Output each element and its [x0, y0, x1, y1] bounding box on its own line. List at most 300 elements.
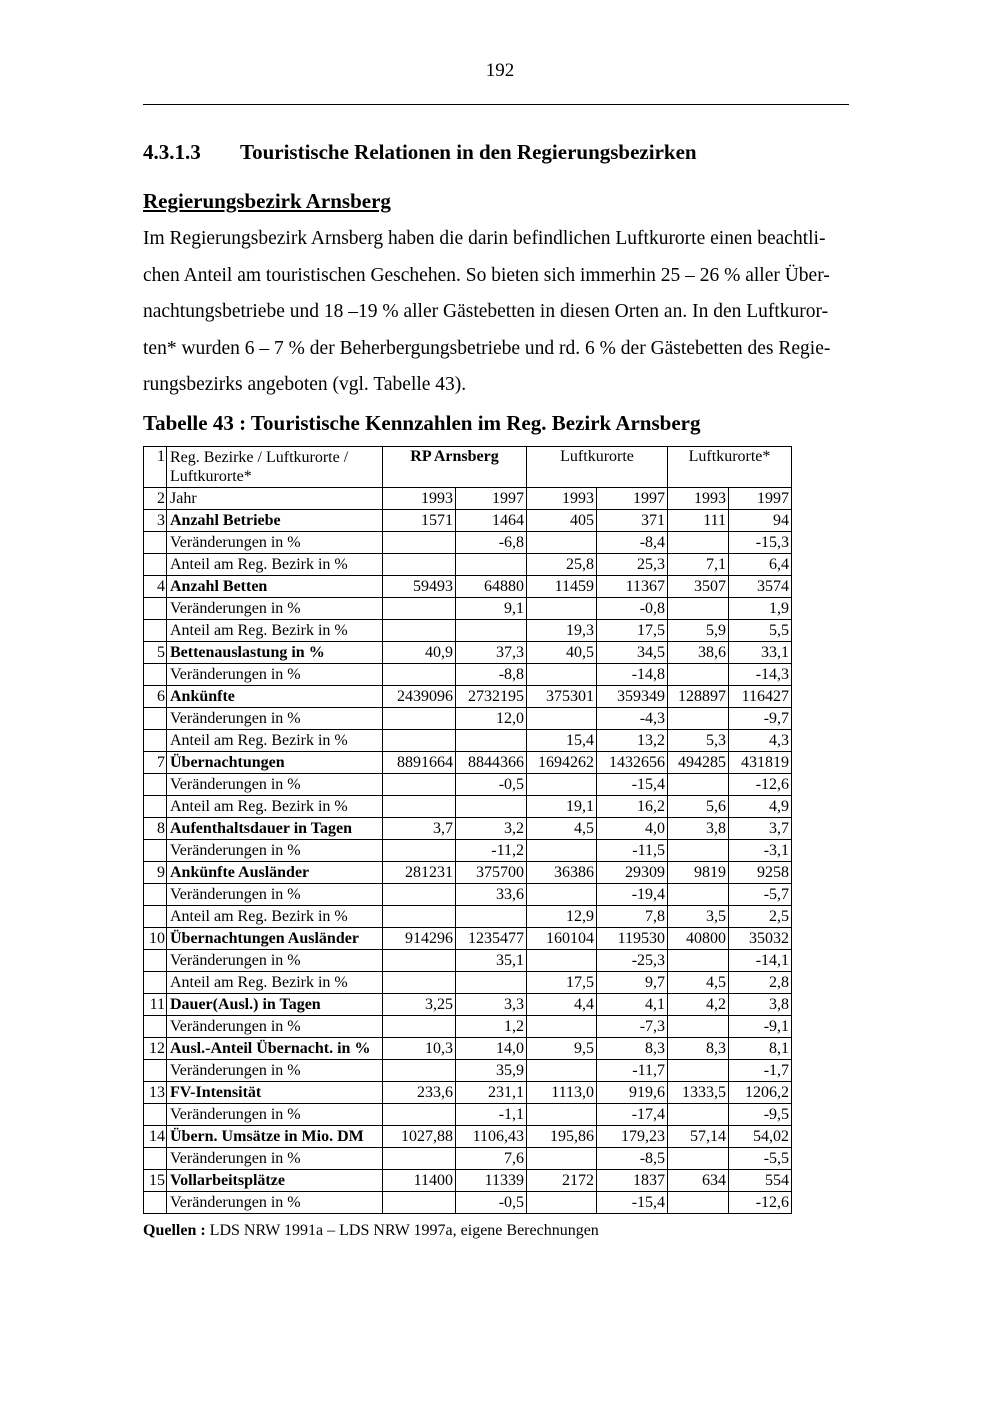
table-row: [144, 620, 792, 642]
row-label: Veränderungen in %: [167, 950, 383, 972]
body-paragraph: [143, 221, 853, 404]
table-cell: [383, 774, 456, 796]
table-cell: 40800: [668, 928, 729, 950]
table-cell: 375301: [527, 686, 597, 708]
row-number: 11: [144, 994, 167, 1016]
table-cell: 431819: [729, 752, 792, 774]
table-row: [144, 1060, 792, 1082]
table-cell: 3,2: [456, 818, 527, 840]
row-label: Anteil am Reg. Bezirk in %: [167, 554, 383, 576]
row-number: [144, 598, 167, 620]
table-cell: 94: [729, 510, 792, 532]
table-cell: 54,02: [729, 1126, 792, 1148]
table-cell: 1432656: [597, 752, 668, 774]
table-row: [144, 796, 792, 818]
table-cell: 8844366: [456, 752, 527, 774]
row-number: [144, 620, 167, 642]
table-cell: [527, 1104, 597, 1126]
table-cell: 29309: [597, 862, 668, 884]
table-cell: 11339: [456, 1170, 527, 1192]
table-cell: -5,7: [729, 884, 792, 906]
table-cell: [383, 1016, 456, 1038]
table-cell: [527, 708, 597, 730]
table-cell: 35,9: [456, 1060, 527, 1082]
table-cell: -11,5: [597, 840, 668, 862]
table-cell: [527, 774, 597, 796]
table-cell: 1997: [729, 488, 792, 510]
table-cell: 1027,88: [383, 1126, 456, 1148]
table-cell: 1235477: [456, 928, 527, 950]
row-number: 1: [144, 447, 167, 488]
table-cell: 9258: [729, 862, 792, 884]
table-cell: 1993: [383, 488, 456, 510]
paragraph-line: chen Anteil am touristischen Geschehen. So bieten sich immerhin 25 – 26 % aller Über-: [143, 264, 830, 286]
table-cell: -15,3: [729, 532, 792, 554]
table-cell: 4,4: [527, 994, 597, 1016]
table-cell: 36386: [527, 862, 597, 884]
table-cell: -15,4: [597, 774, 668, 796]
table-cell: [527, 1192, 597, 1214]
table-cell: 179,23: [597, 1126, 668, 1148]
row-label: Jahr: [167, 488, 383, 510]
table-row: [144, 642, 792, 664]
table-cell: 11400: [383, 1170, 456, 1192]
table-cell: 494285: [668, 752, 729, 774]
table-row: [144, 1016, 792, 1038]
table-row: [144, 1192, 792, 1214]
table-cell: 19,1: [527, 796, 597, 818]
table-cell: [383, 950, 456, 972]
row-label: Veränderungen in %: [167, 708, 383, 730]
table-cell: [383, 532, 456, 554]
table-cell: 2172: [527, 1170, 597, 1192]
table-cell: [383, 1148, 456, 1170]
row-number: [144, 884, 167, 906]
table-row: [144, 752, 792, 774]
table-cell: 16,2: [597, 796, 668, 818]
table-cell: 634: [668, 1170, 729, 1192]
row-label: Veränderungen in %: [167, 774, 383, 796]
row-number: [144, 730, 167, 752]
table-cell: 17,5: [527, 972, 597, 994]
table-cell: [383, 840, 456, 862]
table-cell: [668, 884, 729, 906]
row-number: [144, 532, 167, 554]
table-cell: [383, 884, 456, 906]
sources-note: [143, 1222, 599, 1240]
table-cell: 231,1: [456, 1082, 527, 1104]
table-row: [144, 488, 792, 510]
table-cell: [668, 598, 729, 620]
table-row: [144, 532, 792, 554]
table-cell: 375700: [456, 862, 527, 884]
table-cell: 128897: [668, 686, 729, 708]
table-cell: 2732195: [456, 686, 527, 708]
table-cell: 12,0: [456, 708, 527, 730]
table-cell: 195,86: [527, 1126, 597, 1148]
row-number: [144, 774, 167, 796]
table-cell: -0,5: [456, 1192, 527, 1214]
row-number: 14: [144, 1126, 167, 1148]
row-number: 12: [144, 1038, 167, 1060]
table-cell: 919,6: [597, 1082, 668, 1104]
row-number: 3: [144, 510, 167, 532]
row-number: [144, 906, 167, 928]
table-row: [144, 730, 792, 752]
table-cell: 9,7: [597, 972, 668, 994]
row-number: 2: [144, 488, 167, 510]
table-cell: [668, 1148, 729, 1170]
table-row: [144, 906, 792, 928]
table-row: [144, 1082, 792, 1104]
table-cell: 3,7: [729, 818, 792, 840]
table-cell: -19,4: [597, 884, 668, 906]
row-label: Bettenauslastung in %: [167, 642, 383, 664]
row-label: Übern. Umsätze in Mio. DM: [167, 1126, 383, 1148]
row-label: Aufenthaltsdauer in Tagen: [167, 818, 383, 840]
table-cell: 5,3: [668, 730, 729, 752]
table-cell: 59493: [383, 576, 456, 598]
row-label: Ankünfte: [167, 686, 383, 708]
table-cell: -9,5: [729, 1104, 792, 1126]
table-cell: [527, 664, 597, 686]
table-cell: 7,8: [597, 906, 668, 928]
table-cell: 40,9: [383, 642, 456, 664]
paragraph-line: rungsbezirks angeboten (vgl. Tabelle 43).: [143, 374, 467, 395]
row-label: Veränderungen in %: [167, 1104, 383, 1126]
table-cell: -11,7: [597, 1060, 668, 1082]
table-cell: -0,8: [597, 598, 668, 620]
table-cell: 914296: [383, 928, 456, 950]
row-label: Anteil am Reg. Bezirk in %: [167, 730, 383, 752]
table-cell: [668, 532, 729, 554]
row-label: Veränderungen in %: [167, 840, 383, 862]
table-cell: [668, 1016, 729, 1038]
paragraph-line: Im Regierungsbezirk Arnsberg haben die darin befindlichen Luftkurorte einen beachtli-: [143, 228, 826, 249]
table-cell: 6,4: [729, 554, 792, 576]
table-cell: -14,3: [729, 664, 792, 686]
table-cell: 4,9: [729, 796, 792, 818]
row-label: Veränderungen in %: [167, 1192, 383, 1214]
table-cell: [668, 774, 729, 796]
table-cell: -1,7: [729, 1060, 792, 1082]
row-label: Übernachtungen Ausländer: [167, 928, 383, 950]
table-cell: 3507: [668, 576, 729, 598]
table-cell: [668, 1104, 729, 1126]
row-label: Veränderungen in %: [167, 1016, 383, 1038]
table-cell: 64880: [456, 576, 527, 598]
table-cell: -8,8: [456, 664, 527, 686]
table-cell: 4,3: [729, 730, 792, 752]
table-cell: 4,0: [597, 818, 668, 840]
table-cell: [383, 664, 456, 686]
row-number: [144, 554, 167, 576]
table-cell: -5,5: [729, 1148, 792, 1170]
table-cell: -12,6: [729, 774, 792, 796]
table-cell: 3,8: [729, 994, 792, 1016]
table-cell: [383, 972, 456, 994]
section-heading: [143, 140, 697, 165]
table-cell: -17,4: [597, 1104, 668, 1126]
table-row: [144, 774, 792, 796]
table-cell: 1694262: [527, 752, 597, 774]
data-table: [143, 446, 792, 1214]
table-cell: 2439096: [383, 686, 456, 708]
table-row: [144, 1148, 792, 1170]
table-cell: 40,5: [527, 642, 597, 664]
table-cell: -11,2: [456, 840, 527, 862]
table-cell: [527, 950, 597, 972]
row-label: Anteil am Reg. Bezirk in %: [167, 972, 383, 994]
table-cell: [668, 840, 729, 862]
row-number: [144, 950, 167, 972]
row-number: [144, 1192, 167, 1214]
table-cell: 19,3: [527, 620, 597, 642]
table-cell: 3574: [729, 576, 792, 598]
paragraph-line: ten* wurden 6 – 7 % der Beherbergungsbetriebe und rd. 6 % der Gästebetten des Regie-: [143, 337, 831, 359]
row-label: Anzahl Betriebe: [167, 510, 383, 532]
table-cell: 9,5: [527, 1038, 597, 1060]
table-cell: 13,2: [597, 730, 668, 752]
table-cell: 371: [597, 510, 668, 532]
subheading: Regierungsbezirk Arnsberg: [143, 189, 391, 213]
table-cell: [383, 598, 456, 620]
table-cell: [527, 840, 597, 862]
table-cell: 554: [729, 1170, 792, 1192]
table-cell: [383, 708, 456, 730]
table-cell: [668, 664, 729, 686]
table-cell: 25,8: [527, 554, 597, 576]
table-cell: 1464: [456, 510, 527, 532]
table-cell: 405: [527, 510, 597, 532]
table-cell: [668, 950, 729, 972]
table-cell: 12,9: [527, 906, 597, 928]
table-cell: 11367: [597, 576, 668, 598]
sources-label: Quellen :: [143, 1222, 206, 1239]
table-cell: [456, 730, 527, 752]
row-number: 15: [144, 1170, 167, 1192]
row-label: Veränderungen in %: [167, 598, 383, 620]
table-cell: 1,2: [456, 1016, 527, 1038]
table-cell: 7,1: [668, 554, 729, 576]
table-row: [144, 1104, 792, 1126]
row-number: 4: [144, 576, 167, 598]
row-label: Anteil am Reg. Bezirk in %: [167, 620, 383, 642]
table-cell: 3,25: [383, 994, 456, 1016]
table-cell: 1993: [668, 488, 729, 510]
table-cell: -3,1: [729, 840, 792, 862]
table-cell: 17,5: [597, 620, 668, 642]
row-label: Anzahl Betten: [167, 576, 383, 598]
table-row: [144, 950, 792, 972]
table-cell: 25,3: [597, 554, 668, 576]
table-cell: 4,2: [668, 994, 729, 1016]
table-row: [144, 686, 792, 708]
row-number: 6: [144, 686, 167, 708]
table-cell: 35032: [729, 928, 792, 950]
table-cell: -15,4: [597, 1192, 668, 1214]
table-row: [144, 840, 792, 862]
table-cell: 1571: [383, 510, 456, 532]
table-cell: 1997: [597, 488, 668, 510]
table-cell: 14,0: [456, 1038, 527, 1060]
row-label: Anteil am Reg. Bezirk in %: [167, 906, 383, 928]
table-cell: 5,9: [668, 620, 729, 642]
table-cell: 57,14: [668, 1126, 729, 1148]
table-cell: 1206,2: [729, 1082, 792, 1104]
table-cell: 111: [668, 510, 729, 532]
table-cell: 3,3: [456, 994, 527, 1016]
table-row: [144, 884, 792, 906]
table-row: [144, 664, 792, 686]
table-cell: 1837: [597, 1170, 668, 1192]
column-group-luftkurorte-star: Luftkurorte*: [668, 447, 792, 488]
table-cell: [383, 1192, 456, 1214]
table-cell: 160104: [527, 928, 597, 950]
table-cell: 35,1: [456, 950, 527, 972]
table-cell: 4,5: [527, 818, 597, 840]
table-cell: -14,1: [729, 950, 792, 972]
table-cell: 33,6: [456, 884, 527, 906]
row-label: Anteil am Reg. Bezirk in %: [167, 796, 383, 818]
table-cell: [383, 620, 456, 642]
row-number: [144, 796, 167, 818]
paragraph-line: nachtungsbetriebe und 18 –19 % aller Gästebetten in diesen Orten an. In den Luftkuror-: [143, 301, 829, 322]
table-cell: 15,4: [527, 730, 597, 752]
table-row: [144, 818, 792, 840]
table-cell: [383, 1104, 456, 1126]
row-number: 7: [144, 752, 167, 774]
table-cell: 1333,5: [668, 1082, 729, 1104]
table-cell: 233,6: [383, 1082, 456, 1104]
table-cell: -4,3: [597, 708, 668, 730]
table-cell: 33,1: [729, 642, 792, 664]
section-title: Touristische Relationen in den Regierungsbezirken: [240, 140, 697, 164]
table-cell: -14,8: [597, 664, 668, 686]
table-cell: [456, 972, 527, 994]
table-cell: 38,6: [668, 642, 729, 664]
table-cell: 1997: [456, 488, 527, 510]
table-cell: 116427: [729, 686, 792, 708]
row-number: [144, 1016, 167, 1038]
section-number: 4.3.1.3: [143, 140, 201, 164]
row-number: [144, 1104, 167, 1126]
sources-text: LDS NRW 1991a – LDS NRW 1997a, eigene Berechnungen: [209, 1222, 599, 1239]
table-cell: [527, 1060, 597, 1082]
table-cell: 8,3: [597, 1038, 668, 1060]
table-row: [144, 510, 792, 532]
table-cell: -9,7: [729, 708, 792, 730]
table-cell: [456, 906, 527, 928]
table-cell: [527, 532, 597, 554]
row-label: Ankünfte Ausländer: [167, 862, 383, 884]
table-row: [144, 972, 792, 994]
table-cell: 9,1: [456, 598, 527, 620]
table-cell: 5,5: [729, 620, 792, 642]
table-cell: 2,5: [729, 906, 792, 928]
table-cell: 1113,0: [527, 1082, 597, 1104]
table-cell: 7,6: [456, 1148, 527, 1170]
row-number: [144, 1060, 167, 1082]
header-rule: [143, 104, 849, 105]
row-number: [144, 664, 167, 686]
table-row: [144, 708, 792, 730]
table-row: [144, 994, 792, 1016]
row-label: Veränderungen in %: [167, 884, 383, 906]
table-row: [144, 598, 792, 620]
table-cell: [383, 796, 456, 818]
row-label: Vollarbeitsplätze: [167, 1170, 383, 1192]
table-cell: 9819: [668, 862, 729, 884]
header-label: Reg. Bezirke / Luftkurorte / Luftkurorte*: [167, 447, 383, 488]
table-cell: -7,3: [597, 1016, 668, 1038]
table-cell: 3,5: [668, 906, 729, 928]
table-cell: [527, 1148, 597, 1170]
table-cell: 4,5: [668, 972, 729, 994]
row-label: Veränderungen in %: [167, 1148, 383, 1170]
table-row: [144, 1170, 792, 1192]
table-cell: [668, 1060, 729, 1082]
table-cell: [383, 1060, 456, 1082]
column-group-luftkurorte: Luftkurorte: [527, 447, 668, 488]
table-cell: 3,7: [383, 818, 456, 840]
row-label: Veränderungen in %: [167, 532, 383, 554]
row-label: Veränderungen in %: [167, 1060, 383, 1082]
table-cell: 119530: [597, 928, 668, 950]
table-cell: -0,5: [456, 774, 527, 796]
table-row: [144, 576, 792, 598]
table-cell: [456, 554, 527, 576]
table-row: [144, 1038, 792, 1060]
table-cell: [383, 906, 456, 928]
row-number: 5: [144, 642, 167, 664]
table-cell: 1106,43: [456, 1126, 527, 1148]
table-row: [144, 554, 792, 576]
row-number: 8: [144, 818, 167, 840]
table-cell: -25,3: [597, 950, 668, 972]
table-cell: -8,5: [597, 1148, 668, 1170]
table-cell: [668, 708, 729, 730]
table-cell: -9,1: [729, 1016, 792, 1038]
row-number: 10: [144, 928, 167, 950]
table-cell: 8891664: [383, 752, 456, 774]
table-cell: 1993: [527, 488, 597, 510]
table-cell: 2,8: [729, 972, 792, 994]
table-cell: 34,5: [597, 642, 668, 664]
table-cell: -12,6: [729, 1192, 792, 1214]
table-cell: -1,1: [456, 1104, 527, 1126]
row-number: [144, 840, 167, 862]
table-cell: [383, 554, 456, 576]
table-cell: [383, 730, 456, 752]
table-row: [144, 1126, 792, 1148]
table-cell: 1,9: [729, 598, 792, 620]
row-label: Dauer(Ausl.) in Tagen: [167, 994, 383, 1016]
table-cell: 8,3: [668, 1038, 729, 1060]
column-group-rp-arnsberg: RP Arnsberg: [383, 447, 527, 488]
table-header-row: [144, 447, 792, 488]
table-row: [144, 928, 792, 950]
table-cell: 359349: [597, 686, 668, 708]
table-cell: 5,6: [668, 796, 729, 818]
row-label: FV-Intensität: [167, 1082, 383, 1104]
table-cell: [456, 796, 527, 818]
row-label: Ausl.-Anteil Übernacht. in %: [167, 1038, 383, 1060]
table-cell: [668, 1192, 729, 1214]
row-number: 13: [144, 1082, 167, 1104]
table-cell: 8,1: [729, 1038, 792, 1060]
page-number: 192: [485, 60, 515, 81]
